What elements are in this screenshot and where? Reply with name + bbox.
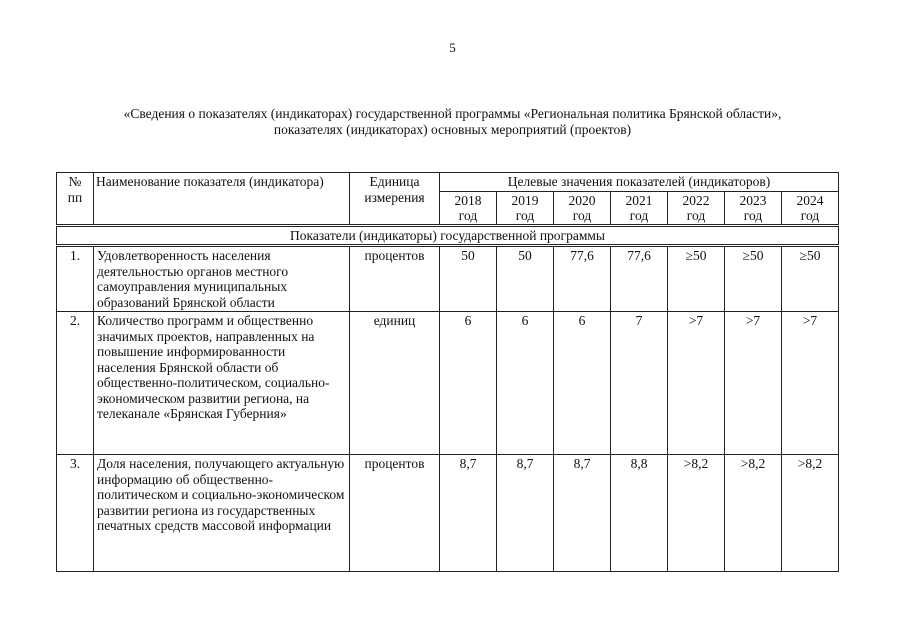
value-2024: >8,2 bbox=[782, 455, 839, 572]
value-2023: >7 bbox=[725, 312, 782, 455]
year-suffix: год bbox=[743, 207, 763, 223]
value-2018: 50 bbox=[440, 246, 497, 312]
year-label: 2022 bbox=[682, 192, 710, 208]
value-2019: 6 bbox=[497, 312, 554, 455]
value-2019: 8,7 bbox=[497, 455, 554, 572]
unit-cell: процентов bbox=[350, 455, 440, 572]
year-suffix: год bbox=[572, 207, 592, 223]
indicator-name: Удовлетворенность населения деятельностью органов местного самоуправления муниципальных образований Брянской области bbox=[94, 246, 350, 312]
header-year-2018 bbox=[440, 191, 497, 225]
year-label: 2020 bbox=[568, 192, 596, 208]
indicators-table bbox=[56, 172, 839, 572]
row-number: 3. bbox=[57, 455, 94, 572]
header-row-1 bbox=[57, 173, 839, 192]
value-2022: ≥50 bbox=[668, 246, 725, 312]
table-row bbox=[57, 312, 839, 455]
value-2024: >7 bbox=[782, 312, 839, 455]
page-number: 5 bbox=[449, 40, 456, 55]
year-suffix: год bbox=[800, 207, 820, 223]
header-num bbox=[57, 173, 94, 226]
header-unit bbox=[350, 173, 440, 226]
indicator-name: Доля населения, получающего актуальную информацию об общественно-политическом и социально-экономическом развитии региона из государственных печатных средств массовой информации bbox=[94, 455, 350, 572]
value-2021: 8,8 bbox=[611, 455, 668, 572]
table-row bbox=[57, 246, 839, 312]
unit-cell: процентов bbox=[350, 246, 440, 312]
year-label: 2018 bbox=[454, 192, 482, 208]
header-unit-line-1: Единица bbox=[369, 174, 420, 189]
header-name: Наименование показателя (индикатора) bbox=[94, 173, 350, 226]
header-unit-line-2: измерения bbox=[364, 189, 425, 205]
document-heading bbox=[40, 106, 865, 138]
row-number: 1. bbox=[57, 246, 94, 312]
header-year-2019 bbox=[497, 191, 554, 225]
value-2022: >7 bbox=[668, 312, 725, 455]
year-label: 2023 bbox=[739, 192, 767, 208]
table-row bbox=[57, 455, 839, 572]
year-suffix: год bbox=[686, 207, 706, 223]
value-2021: 7 bbox=[611, 312, 668, 455]
header-year-2022 bbox=[668, 191, 725, 225]
heading-line-2: показателях (индикаторах) основных мероприятий (проектов) bbox=[273, 122, 632, 137]
header-year-2023 bbox=[725, 191, 782, 225]
heading-line-1: «Сведения о показателях (индикаторах) государственной программы «Региональная политика Брянской области», bbox=[123, 106, 782, 121]
row-number: 2. bbox=[57, 312, 94, 455]
value-2021: 77,6 bbox=[611, 246, 668, 312]
value-2019: 50 bbox=[497, 246, 554, 312]
header-year-2020 bbox=[554, 191, 611, 225]
year-suffix: год bbox=[458, 207, 478, 223]
value-2024: ≥50 bbox=[782, 246, 839, 312]
year-label: 2021 bbox=[625, 192, 653, 208]
value-2023: >8,2 bbox=[725, 455, 782, 572]
section-row bbox=[57, 225, 839, 246]
value-2023: ≥50 bbox=[725, 246, 782, 312]
value-2018: 6 bbox=[440, 312, 497, 455]
value-2020: 77,6 bbox=[554, 246, 611, 312]
year-suffix: год bbox=[515, 207, 535, 223]
unit-cell: единиц bbox=[350, 312, 440, 455]
value-2018: 8,7 bbox=[440, 455, 497, 572]
header-targets: Целевые значения показателей (индикаторов) bbox=[440, 173, 839, 192]
indicator-name: Количество программ и общественно значимых проектов, направленных на повышение информированности населения Брянской области об общественно-политическом, социально-экономическом развитии региона, на телеканале «Брянская Губерния» bbox=[94, 312, 350, 455]
year-label: 2019 bbox=[511, 192, 539, 208]
header-year-2021 bbox=[611, 191, 668, 225]
value-2020: 8,7 bbox=[554, 455, 611, 572]
value-2020: 6 bbox=[554, 312, 611, 455]
header-num-line-1: № bbox=[68, 174, 82, 189]
section-title: Показатели (индикаторы) государственной программы bbox=[57, 225, 839, 246]
year-suffix: год bbox=[629, 207, 649, 223]
header-num-line-2: пп bbox=[67, 189, 83, 205]
header-year-2024 bbox=[782, 191, 839, 225]
year-label: 2024 bbox=[796, 192, 824, 208]
value-2022: >8,2 bbox=[668, 455, 725, 572]
